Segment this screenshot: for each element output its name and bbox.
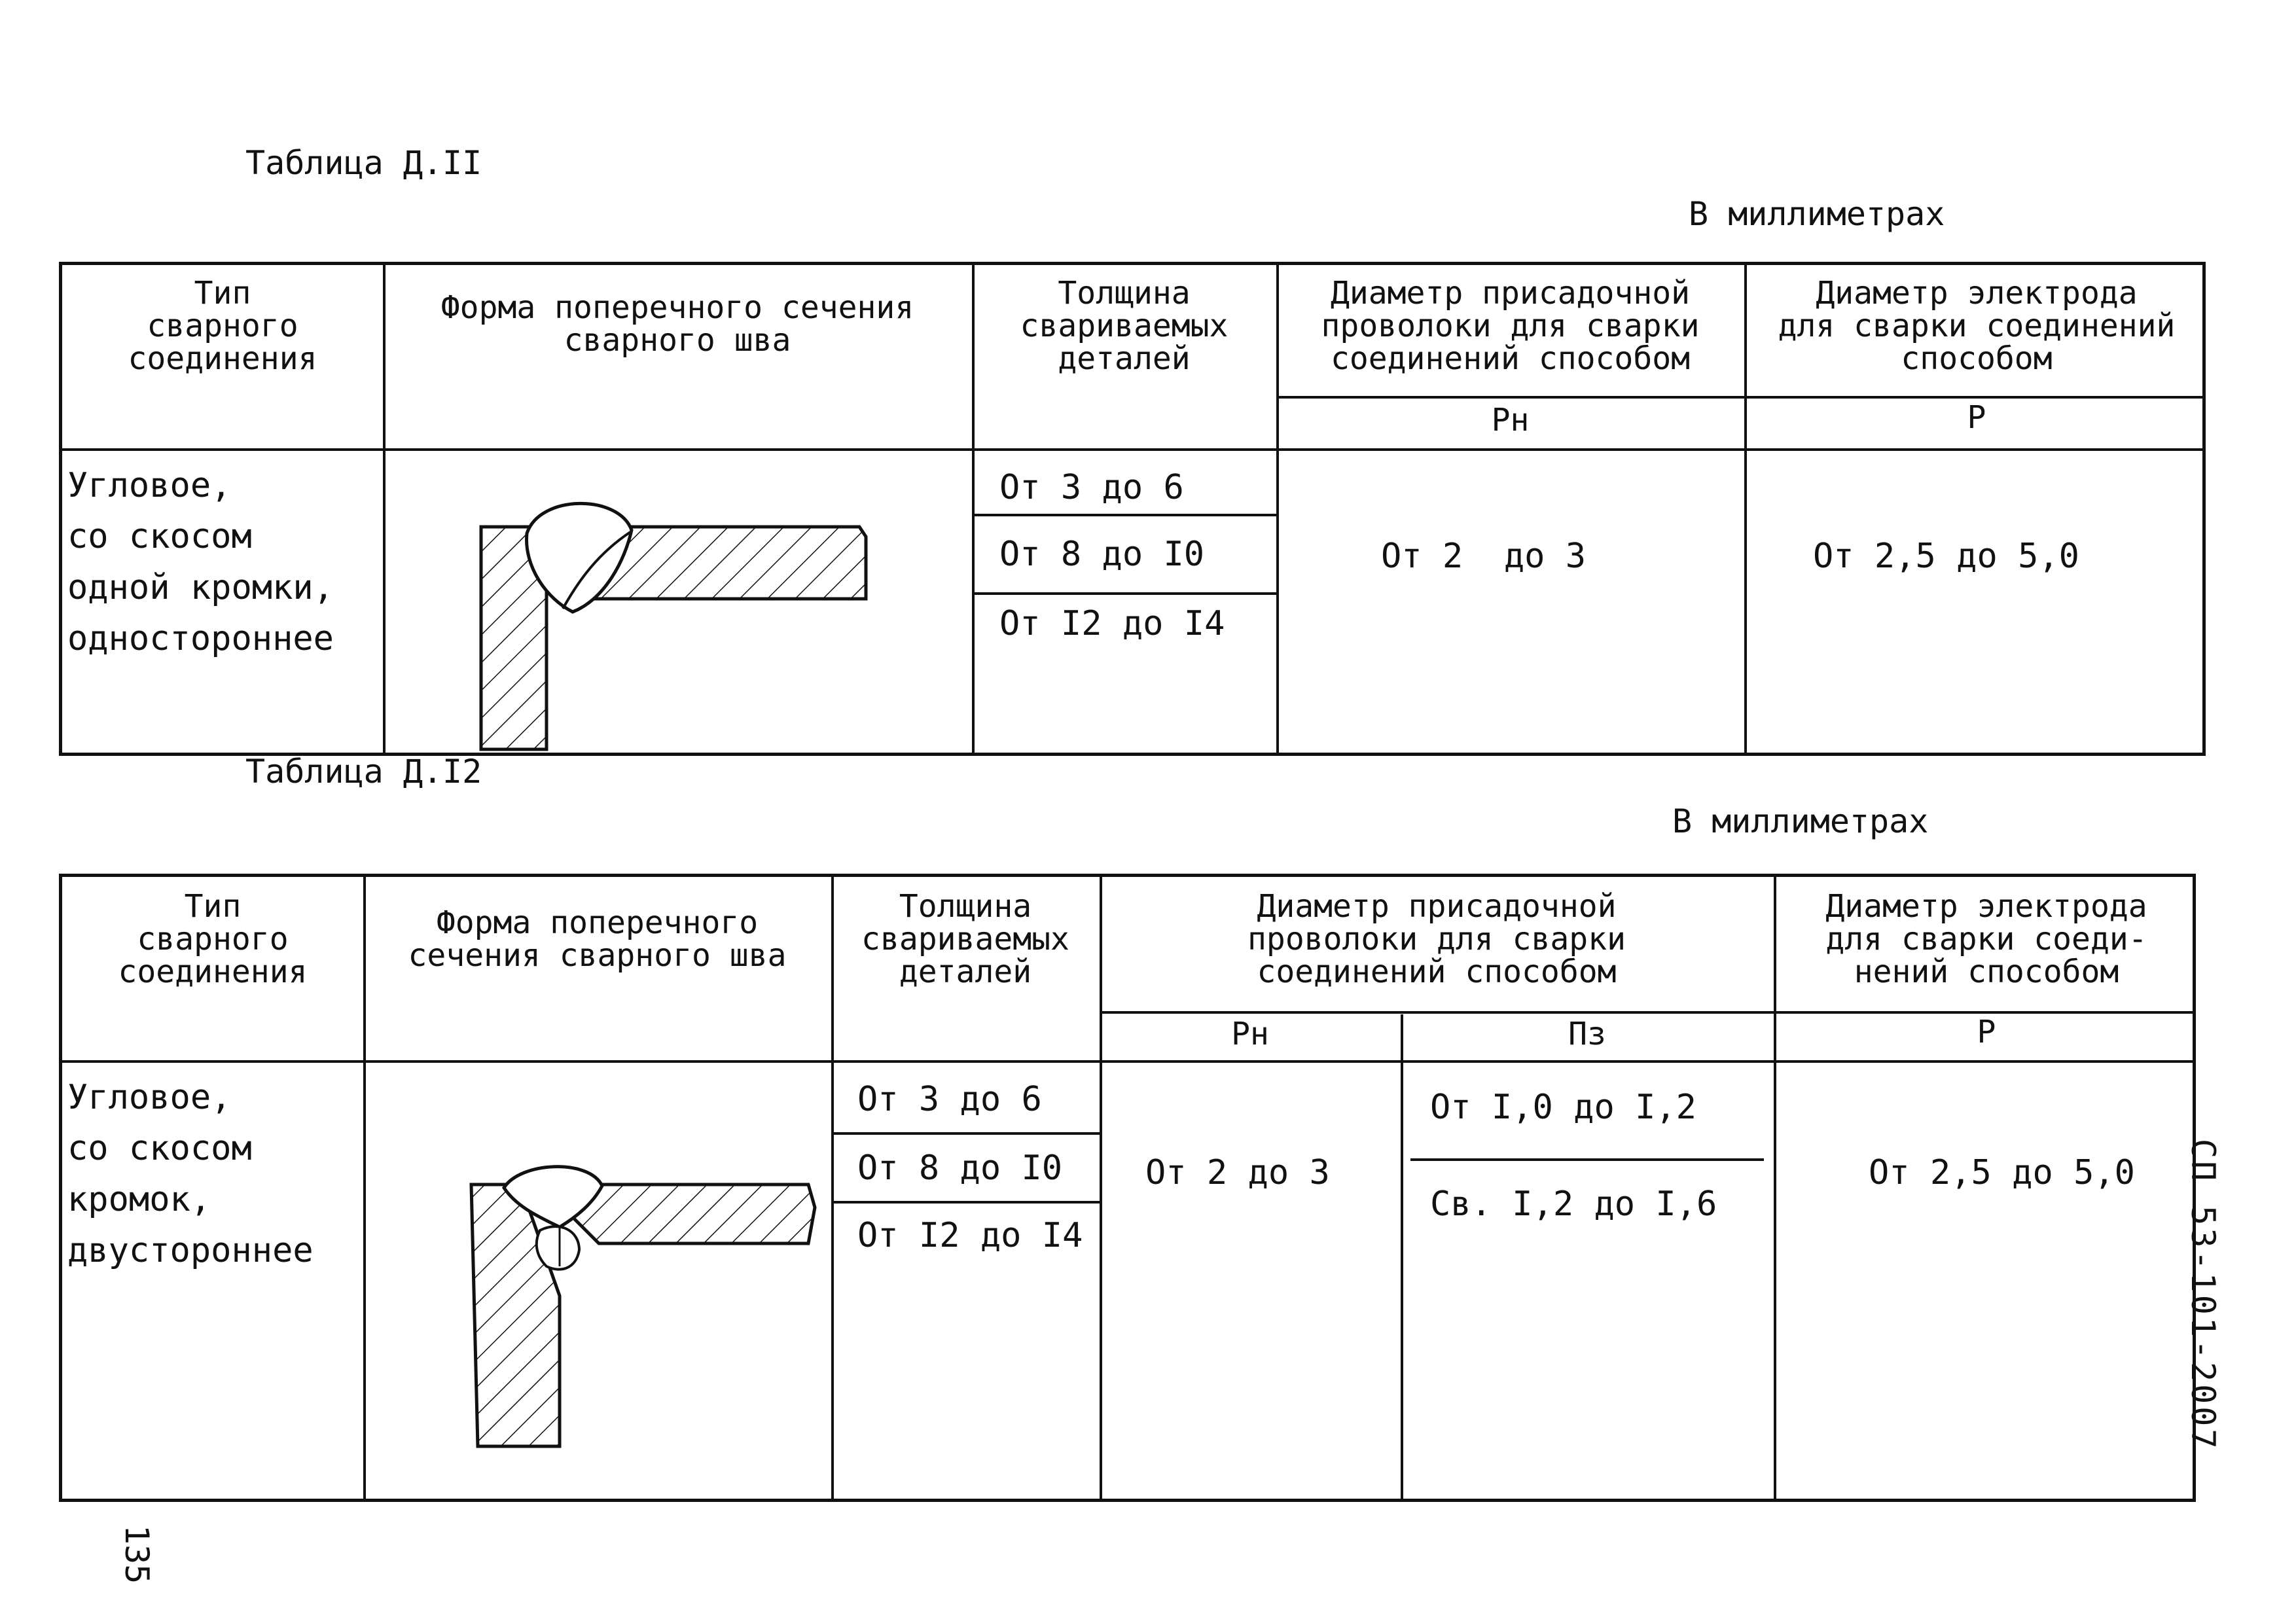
wire-rn-value: От 2 до 3 [1145, 1153, 1330, 1192]
header-type: Тип сварного соединения [128, 275, 317, 377]
table2-units: В миллиметрах [1672, 802, 1929, 840]
table1-units: В миллиметрах [1689, 195, 1945, 233]
wire-diameter-value: От 2 до 3 [1381, 537, 1587, 576]
table1-caption: Таблица Д.II [245, 144, 482, 182]
document-code: СП 53-101-2007 [2184, 1139, 2222, 1452]
method-rn: Рн [1231, 1016, 1269, 1052]
thickness-3: От I2 до I4 [999, 604, 1225, 643]
table2-caption: Таблица Д.I2 [245, 753, 482, 791]
weld-section-double-bevel [468, 1145, 841, 1453]
electrode-diameter-value: От 2,5 до 5,0 [1869, 1153, 2135, 1192]
header-shape: Форма поперечного сечения сварного шва [408, 904, 787, 974]
thickness-2: От 8 до I0 [857, 1149, 1063, 1188]
wire-pz-value-1: От I,0 до I,2 [1430, 1088, 1696, 1127]
electrode-diameter-value: От 2,5 до 5,0 [1813, 537, 2079, 576]
page-number: 135 [118, 1525, 156, 1584]
weld-section-single-bevel [468, 481, 893, 756]
joint-type: Угловое, со скосом одной кромки, одностороннее [67, 466, 334, 658]
header-electrode-diameter: Диаметр электрода для сварки соединений способом [1778, 275, 2176, 377]
method-r: Р [1967, 399, 1986, 436]
header-wire-diameter: Диаметр присадочной проволоки для сварки соединений способом [1321, 275, 1700, 377]
wire-pz-value-2: Св. I,2 до I,6 [1430, 1185, 1717, 1224]
thickness-1: От 3 до 6 [999, 468, 1184, 507]
joint-type: Угловое, со скосом кромок, двустороннее [67, 1078, 314, 1270]
thickness-1: От 3 до 6 [857, 1080, 1042, 1119]
table2 [59, 874, 2196, 1502]
thickness-2: От 8 до I0 [999, 535, 1205, 574]
header-thickness: Толщина свариваемых деталей [1020, 275, 1229, 377]
table1 [59, 262, 2206, 756]
method-rn: Рн [1491, 402, 1530, 438]
header-shape: Форма поперечного сечения сварного шва [440, 289, 914, 359]
header-type: Тип сварного соединения [118, 888, 308, 990]
header-thickness: Толщина свариваемых деталей [861, 888, 1069, 990]
method-pz: Пз [1568, 1016, 1606, 1052]
header-electrode-diameter: Диаметр электрода для сварки соеди- нений способом [1825, 888, 2147, 990]
method-r: Р [1977, 1014, 1996, 1050]
thickness-3: От I2 до I4 [857, 1216, 1083, 1255]
header-wire-diameter: Диаметр присадочной проволоки для сварки соединений способом [1247, 888, 1626, 990]
